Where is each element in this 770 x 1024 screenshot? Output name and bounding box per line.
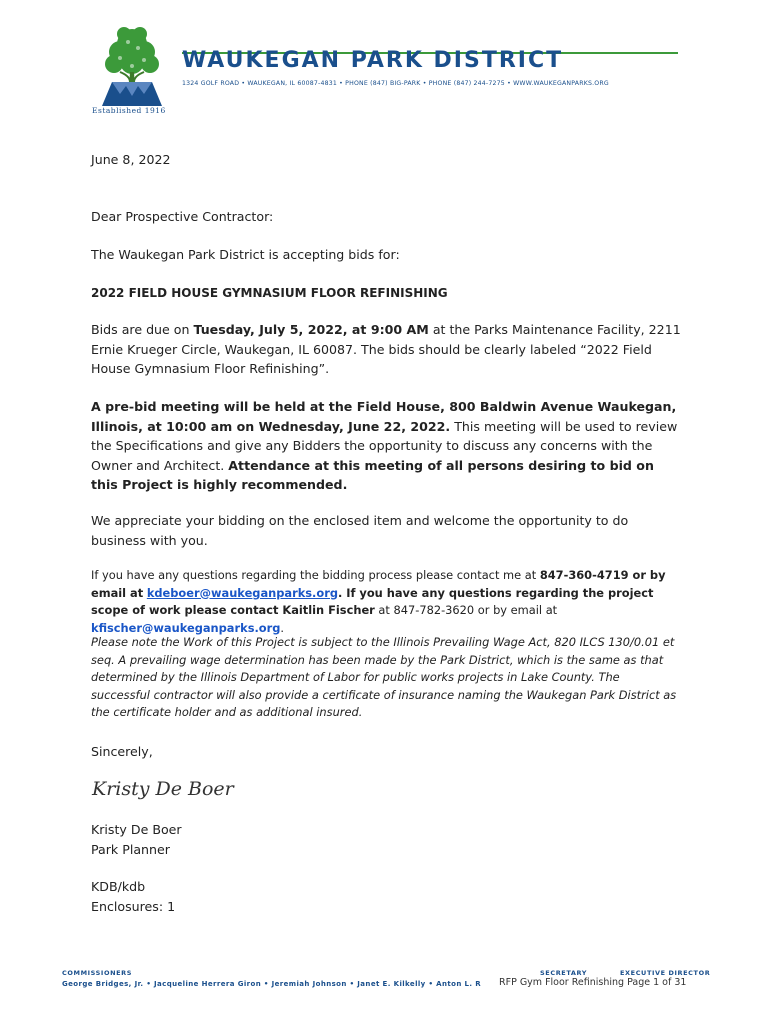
established-text: Established 1916 <box>92 106 166 115</box>
bids-pre: Bids are due on <box>91 322 194 337</box>
page-number: RFP Gym Floor Refinishing Page 1 of 31 <box>499 977 687 988</box>
contact-paragraph <box>91 567 681 637</box>
contact-fischer-phone: at 847-782-3620 or by email at <box>374 603 558 617</box>
signer-name: Kristy De Boer <box>91 822 182 837</box>
executive-director-label: EXECUTIVE DIRECTOR <box>620 969 711 977</box>
contact-end: . <box>280 620 285 635</box>
salutation: Dear Prospective Contractor: <box>91 209 274 224</box>
project-title: 2022 FIELD HOUSE GYMNASIUM FLOOR REFINISHING <box>91 286 448 300</box>
appreciate-paragraph: We appreciate your bidding on the enclosed item and welcome the opportunity to do business with you. <box>91 513 629 548</box>
prebid-paragraph <box>91 397 681 495</box>
enclosures: Enclosures: 1 <box>91 899 176 914</box>
signer-title: Park Planner <box>91 842 170 857</box>
contact-phone: 847-360-4719 or by email at <box>91 568 666 600</box>
org-name <box>182 48 563 73</box>
contact-pre: If you have any questions regarding the bidding process please contact me at <box>91 568 540 582</box>
intro-line: The Waukegan Park District is accepting bids for: <box>91 247 400 262</box>
commissioners-label: COMMISSIONERS <box>62 969 133 977</box>
tree-logo-icon <box>90 22 174 118</box>
kfischer-email-link[interactable]: kfischer@waukeganparks.org <box>91 620 281 635</box>
letter-date: June 8, 2022 <box>91 152 171 167</box>
contact-scope: . If you have any questions regarding the project scope of work please contact Kaitlin Fischer <box>91 585 654 617</box>
prebid-recommend: Attendance at this meeting of all persons desiring to bid on this Project is highly recommended. <box>91 457 654 492</box>
prebid-meeting: A pre-bid meeting will be held at the Field House, 800 Baldwin Avenue Waukegan, Illinois, at 10:00 am on Wednesday, June 22, 2022. <box>91 399 677 434</box>
commissioners-names: George Bridges, Jr. • Jacqueline Herrera Giron • Jeremiah Johnson • Janet E. Kilkelly • Anton L. R <box>62 980 482 988</box>
secretary-label: SECRETARY <box>540 969 588 977</box>
initials: KDB/kdb <box>91 879 146 894</box>
signature: Kristy De Boer <box>92 778 234 800</box>
org-name-first: WAUKEGAN <box>182 48 342 73</box>
closing: Sincerely, <box>91 744 153 759</box>
prevailing-wage-paragraph: Please note the Work of this Project is subject to the Illinois Prevailing Wage Act, 820 ILCS 130/0.01 et seq. A prevailing wage determination has been made by the Park District, which is the same as that determined by the Illinois Department of Labor for public works projects in Lake County. The successful contractor will also provide a certificate of insurance naming the Waukegan Park District as the certificate holder and as additional insured. <box>91 635 677 719</box>
bids-post: at the Parks Maintenance Facility, 2211 Ernie Krueger Circle, Waukegan, IL 60087. The bids should be clearly labeled “2022 Field House Gymnasium Floor Refinishing”. <box>91 322 681 376</box>
kdeboer-email-link[interactable]: kdeboer@waukeganparks.org <box>146 585 338 600</box>
org-address: 1324 GOLF ROAD • WAUKEGAN, IL 60087-4831 • PHONE (847) BIG-PARK • PHONE (847) 244-7275 • WWW.WAUKEGANPARKS.ORG <box>182 80 609 87</box>
bids-due-date: Tuesday, July 5, 2022, at 9:00 AM <box>193 322 429 337</box>
bids-paragraph <box>91 320 681 379</box>
org-name-second: PARK DISTRICT <box>350 48 564 73</box>
prebid-text: This meeting will be used to review the Specifications and give any Bidders the opportunity to discuss any concerns with the Owner and Architect. <box>91 418 678 473</box>
